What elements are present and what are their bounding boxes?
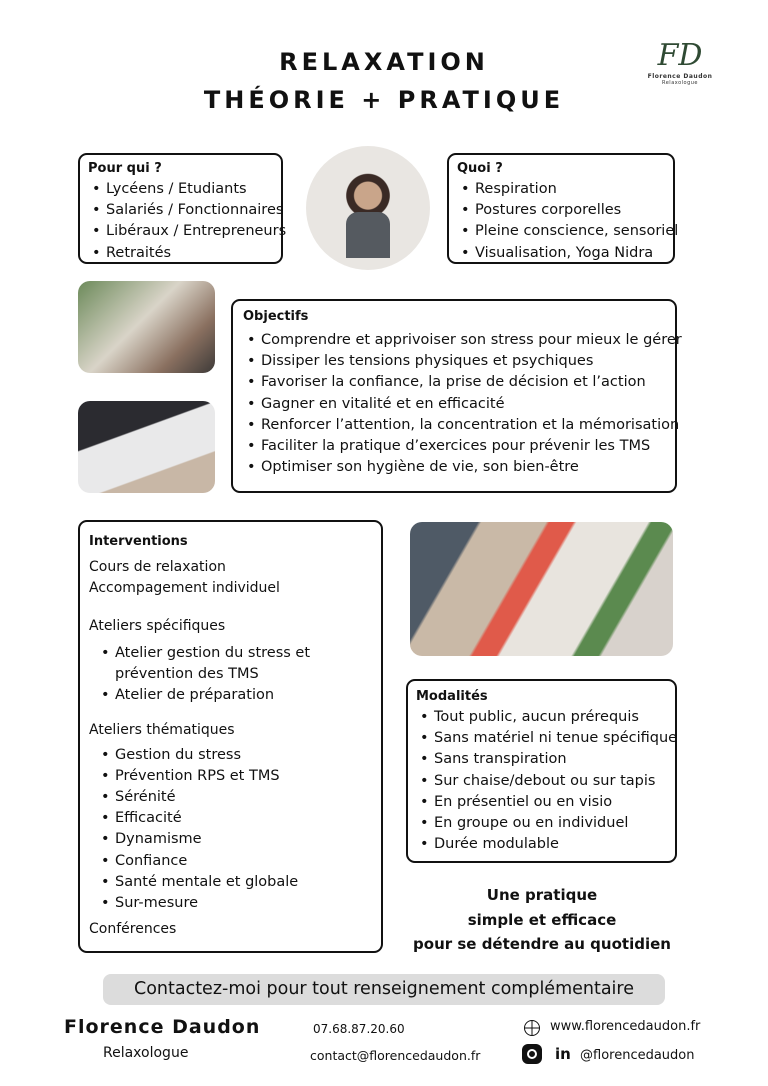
tagline-line-1: Une pratique bbox=[486, 886, 598, 904]
quoi-box bbox=[447, 153, 679, 264]
tagline-line-2: simple et efficace bbox=[467, 910, 617, 929]
list-item: • Visualisation, Yoga Nidra bbox=[457, 243, 665, 264]
list-item: • Gestion du stress bbox=[97, 745, 372, 766]
list-item: • Sérénité bbox=[97, 787, 372, 808]
objectifs-heading: Objectifs bbox=[243, 309, 309, 324]
globe-icon bbox=[524, 1020, 540, 1036]
list-item: • Dissiper les tensions physiques et psychiques bbox=[243, 351, 665, 372]
title-line-2: THÉORIE + PRATIQUE bbox=[203, 86, 565, 114]
list-item: • Durée modulable bbox=[416, 834, 667, 855]
list-item: • Retraités bbox=[88, 243, 273, 264]
logo bbox=[640, 38, 720, 86]
footer-name: Florence Daudon bbox=[64, 1016, 261, 1038]
list-item: • En présentiel ou en visio bbox=[416, 792, 667, 813]
list-item: • Optimiser son hygiène de vie, son bien-être bbox=[243, 457, 665, 478]
modalites-box bbox=[406, 679, 677, 863]
list-item: • Renforcer l’attention, la concentration et la mémorisation bbox=[243, 415, 665, 436]
list-item: • Sur chaise/debout ou sur tapis bbox=[416, 771, 667, 792]
meditation-photo bbox=[306, 146, 430, 270]
tagline-line-3: pour se détendre au quotidien bbox=[413, 935, 671, 953]
list-item: • Atelier gestion du stress et bbox=[97, 643, 372, 664]
list-item: • Confiance bbox=[97, 851, 372, 872]
list-item: • Favoriser la confiance, la prise de décision et l’action bbox=[243, 372, 665, 393]
list-item: • Dynamisme bbox=[97, 829, 372, 850]
logo-role: Relaxologue bbox=[661, 80, 698, 86]
footer-social-handle[interactable]: @florencedaudon bbox=[580, 1048, 695, 1063]
logo-name: Florence Daudon bbox=[647, 73, 713, 80]
instagram-icon[interactable] bbox=[522, 1044, 542, 1064]
title-line-1: RELAXATION bbox=[279, 48, 489, 76]
list-item-continued: prévention des TMS bbox=[115, 666, 259, 683]
intervention-accompagnement: Accompagement individuel bbox=[89, 580, 280, 596]
quoi-heading: Quoi ? bbox=[457, 161, 503, 176]
list-item: • Sur-mesure bbox=[97, 893, 372, 914]
footer-role: Relaxologue bbox=[103, 1045, 189, 1061]
list-item: • Pleine conscience, sensoriel bbox=[457, 221, 665, 242]
list-item: • Gagner en vitalité et en efficacité bbox=[243, 394, 665, 415]
list-item: • Postures corporelles bbox=[457, 200, 665, 221]
team-meeting-photo bbox=[78, 281, 215, 373]
pour-qui-heading: Pour qui ? bbox=[88, 161, 162, 176]
list-item: • Atelier de préparation bbox=[97, 685, 372, 706]
list-item: • Lycéens / Etudiants bbox=[88, 179, 273, 200]
objectifs-box bbox=[231, 299, 682, 493]
conferences: Conférences bbox=[89, 921, 177, 938]
footer-website[interactable]: www.florencedaudon.fr bbox=[550, 1019, 701, 1034]
contact-banner: Contactez-moi pour tout renseignement complémentaire bbox=[103, 974, 665, 1005]
pour-qui-box bbox=[78, 153, 287, 264]
interventions-box bbox=[78, 520, 383, 953]
list-item: • Sans transpiration bbox=[416, 749, 667, 770]
modalites-heading: Modalités bbox=[416, 689, 488, 704]
footer-phone[interactable]: 07.68.87.20.60 bbox=[313, 1022, 405, 1036]
specifiques-heading: Ateliers spécifiques bbox=[89, 618, 226, 634]
footer-email[interactable]: contact@florencedaudon.fr bbox=[310, 1048, 481, 1063]
list-item: • Comprendre et apprivoiser son stress pour mieux le gérer bbox=[243, 330, 665, 351]
logo-monogram: FD bbox=[657, 38, 703, 73]
tagline bbox=[400, 883, 684, 957]
list-item: • Libéraux / Entrepreneurs bbox=[88, 221, 273, 242]
list-item: • Santé mentale et globale bbox=[97, 872, 372, 893]
list-item: • Salariés / Fonctionnaires bbox=[88, 200, 273, 221]
list-item: • Efficacité bbox=[97, 808, 372, 829]
list-item: • En groupe ou en individuel bbox=[416, 813, 667, 834]
thematiques-heading: Ateliers thématiques bbox=[89, 721, 235, 738]
desk-work-photo bbox=[78, 401, 215, 493]
list-item: • Faciliter la pratique d’exercices pour prévenir les TMS bbox=[243, 436, 665, 457]
list-item: • Tout public, aucun prérequis bbox=[416, 707, 667, 728]
list-item: • Prévention RPS et TMS bbox=[97, 766, 372, 787]
interventions-heading: Interventions bbox=[89, 534, 188, 549]
group-high-five-photo bbox=[410, 522, 673, 656]
list-item: • Sans matériel ni tenue spécifique bbox=[416, 728, 667, 749]
linkedin-icon[interactable]: in bbox=[555, 1045, 571, 1063]
intervention-cours: Cours de relaxation bbox=[89, 559, 226, 575]
list-item: • Respiration bbox=[457, 179, 665, 200]
